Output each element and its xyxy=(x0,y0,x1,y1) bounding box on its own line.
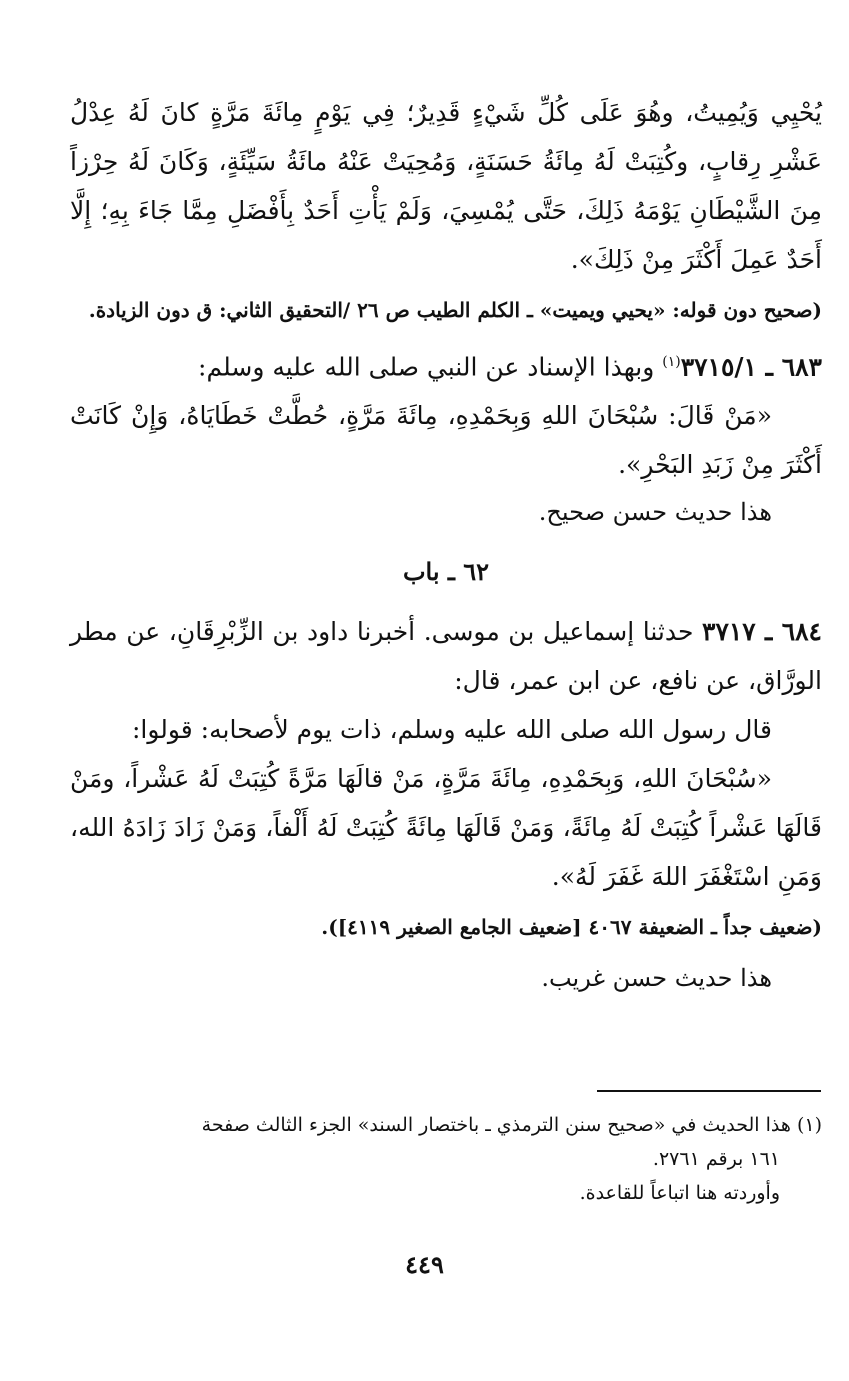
hadith-684-number: ٦٨٤ ـ ٣٧١٧ xyxy=(702,617,822,647)
chapter-heading: ٦٢ ـ باب xyxy=(402,557,490,587)
page-body xyxy=(70,88,822,1001)
footnote-1-continuation: ١٦١ برقم ٢٧٦١. xyxy=(652,1148,780,1170)
footnote-1-note: وأوردته هنا اتباعاً للقاعدة. xyxy=(579,1182,780,1204)
hadith-684-isnad: حدثنا إسماعيل بن موسى. أخبرنا داود بن الزِّبْرِقَانِ، عن مطر الورَّاق، عن نافع، عن ابن عمر، قال: xyxy=(70,617,822,696)
footnote-1-text: هذا الحديث في «صحيح سنن الترمذي ـ باختصار السند» الجزء الثالث صفحة xyxy=(201,1114,797,1136)
grade-note-2: (ضعيف جداً ـ الضعيفة ٤٠٦٧ [ضعيف الجامع الصغير ٤١١٩]). xyxy=(321,915,822,940)
hadith-683-isnad: وبهذا الإسناد عن النبي صلى الله عليه وسلم: xyxy=(198,352,663,382)
footnotes xyxy=(74,1108,822,1210)
hadith-683-number: ٦٨٣ ـ ٣٧١٥/١ xyxy=(680,352,822,382)
verdict-2: هذا حديث حسن غريب. xyxy=(541,964,772,993)
verdict-1: هذا حديث حسن صحيح. xyxy=(538,498,772,527)
hadith-684-intro xyxy=(70,607,822,705)
footnote-1 xyxy=(74,1108,822,1142)
footnote-1-marker: (١) xyxy=(796,1114,822,1136)
hadith-684-text: «سُبْحَانَ اللهِ، وَبِحَمْدِهِ، مِائَةَ مَرَّةٍ، مَنْ قالَهَا مَرَّةً كُتِبَتْ لَهُ عَشْراً، ومَنْ قَالَهَا عَشْراً كُتِبَتْ لَهُ مِائَةً، وَمَنْ قَالَهَا مِائَةً كُتِبَتْ لَهُ أَلْفاً، وَمَنْ زَادَ زَادَهُ الله، وَمَنِ اسْتَغْفَرَ اللهَ غَفَرَ لَهُ». xyxy=(70,764,822,892)
grade-note-1: (صحيح دون قوله: «يحيي ويميت» ـ الكلم الطيب ص ٢٦ /التحقيق الثاني: ق دون الزيادة. xyxy=(88,298,822,322)
hadith-683-text: «مَنْ قَالَ: سُبْحَانَ اللهِ وَبِحَمْدِهِ، مِائَةَ مَرَّةٍ، حُطَّتْ خَطَايَاهُ، وَإِنْ كَانَتْ أَكْثَرَ مِنْ زَبَدِ البَحْرِ». xyxy=(70,401,822,480)
hadith-continuation-text: يُحْيِي وَيُمِيتُ، وهُوَ عَلَى كُلِّ شَيْءٍ قَدِيرٌ؛ فِي يَوْمٍ مِائَةَ مَرَّةٍ كانَ لَهُ عِدْلُ عَشْرِ رِقابٍ، وكُتِبَتْ لَهُ مِائَةُ حَسَنَةٍ، وَمُحِيَتْ عَنْهُ مائَةُ سَيِّئَةٍ، وَكَانَ لَهُ حِرْزاً مِنَ الشَّيْطَانِ يَوْمَهُ ذَلِكَ، حَتَّى يُمْسِيَ، وَلَمْ يَأْتِ أَحَدٌ بِأَفْضَلِ مِمَّا جَاءَ بِهِ؛ إِلَّا أَحَدٌ عَمِلَ أَكْثَرَ مِنْ ذَلِكَ». xyxy=(70,98,822,274)
hadith-684-line: قال رسول الله صلى الله عليه وسلم، ذات يوم لأصحابه: قولوا: xyxy=(131,715,772,745)
hadith-683-intro xyxy=(70,338,822,391)
footnote-reference: (١) xyxy=(662,354,681,370)
page-number: ٤٤٩ xyxy=(405,1250,444,1279)
footnote-divider xyxy=(597,1090,821,1092)
